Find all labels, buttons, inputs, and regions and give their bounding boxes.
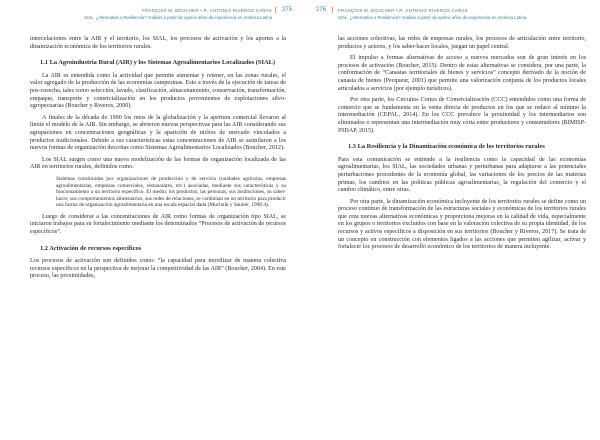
- paragraph: La AIR es entendida como la actividad que permite aumentar y retener, en las zonas rurales, el valor agregado de la producción de las economías campesinas. Esto a través de la ejecución de tareas de pos-cosecha, tales como selección, lavado, clasificación, almacenamiento, conservación, transformación, empaque, transporte y comercialización en los productos provenientes de explotaciones silvo-agropecuarias (Boucher y Riveros, 2000).: [30, 72, 286, 110]
- paragraph: Los procesos de activación son definidos como: “la capacidad para movilizar de manera colectiva recursos específicos en la perspectiva de mejorar la competitividad de las AIR” (Boucher, 2004). En este proceso, las proximidades,: [30, 258, 286, 280]
- paragraph: Para esta comunicación se entiende a la resiliencia como la capacidad de las economías agroalimentarias, los SIAL, las sociedades urbanas y periurbanas para adaptarse a las potenciales perturbaciones procedentes de la economía global, las variaciones de los precios de las materias primas, los cambios en las políticas públicas agroalimentarias, la regulación del comercio y el cambio climático, entre otras.: [338, 156, 586, 194]
- paragraph: Los SIAL surgen como una nueva modelización de las formas de organización localizada de las AIR en territorios rurales, definidos como:: [30, 156, 286, 171]
- paragraph: Por otra parte, la dinamización económica incluyente de los territorios rurales se define como un proceso continuo de transformación de las estructuras sociales y económicas de los territorios rurales que crea nuevas alternativas económicas y proporciona mejoras en la calidad de vida, especialmente en los grupos o territorios excluidos con base en la valoración colectiva de su propia identidad, de los recursos y activos específicos a disposición en sus territorios (Boucher y Riveros, 2017). Se trata de un concepto en construcción con elementos ligados a las acciones que permiten agilizar, activar y fortalecer los procesos de desarrollo económico de los territorios de manera incluyente.: [338, 198, 586, 251]
- paragraph: las acciones colectivas, las redes de empresas rurales, los procesos de articulación entre territorio, productos y actores, y los saber-hacer locales, juegan un papel central.: [338, 36, 586, 50]
- header-book-title: SIAL. ¿Alternativa o Resiliencia? Análisis a partir de quince años de experiencia en América Latina: [338, 15, 526, 20]
- page-header: [315, 0, 586, 36]
- paragraph: Luego de considerar a las concentraciones de AIR como formas de organización tipo SIAL, se iniciaron trabajos para su fortalecimiento mediante los denominados “Procesos de activación de recursos específicos”.: [30, 213, 286, 236]
- page-number: 276: [314, 7, 333, 13]
- section-heading: 1.3 La Resiliencia y la Dinamización económica de los territorios rurales: [348, 143, 545, 151]
- paragraph: A finales de la década de 1990 los retos de la globalización y la apertura comercial llevaron al límite el modelo de la AIR. Sin embargo, se abrieron nuevas perspectivas para las AIR considerando sus agrupaciones en concentraciones geográficas y la aparición de nichos de mercado vinculados a productos tradicionales. Debido a sus características estas concentraciones de AIR se asimilaron a los nuevos formas de organización descritas como Sistemas Agroalimentarios Localizados (Boucher, 2012).: [30, 114, 286, 152]
- header-book-title: SIAL. ¿Alternativa o Resiliencia? Análisis a partir de quince años de experiencia en América Latina: [84, 15, 272, 20]
- paragraph: Por otra parte, los Circuitos Cortos de Comercialización (CCC) entendidos como una forma de comercio que se fundamenta en la venta directa de productos en los que se reduce al mínimo la intermediación (CEPAL, 2014). En los CCC prevalece la proximidad y los intermediarios son eliminados o representan una intermediación muy corta entre productores y consumidores (RIMISP-INDAP, 2015).: [338, 97, 586, 134]
- paragraph: intercelaciones entre la AIR y el territorio, los SIAL, los procesos de activación y los aportes a la dinamización económica de los territorios rurales.: [30, 36, 286, 50]
- page-header: [30, 0, 292, 36]
- section-heading: 1.2 Activación de recursos específicos: [40, 244, 142, 252]
- paragraph: El impulso a formas alternativas de acceso a nuevos mercados son de gran interés en los procesos de activación (Boucher, 2015). Dentro de estas alternativas se considera, por una parte, la conformación de “Canastas territoriales de bienes y servicios” concepto derivado de la noción de canasta de bienes (Pecqueur, 2001) que permite una valorización conjunta de los productos locales articulados a servicios (por ejemplo turísticos).: [338, 55, 586, 92]
- right-page: [300, 0, 600, 440]
- page-number: 275: [275, 7, 294, 13]
- header-authors: FRANÇOIS M. BOUCHER • R. ANTONIO RIVEROS CAÑAS: [142, 8, 272, 13]
- header-authors: FRANÇOIS M. BOUCHER • R. ANTONIO RIVEROS CAÑAS: [338, 8, 468, 13]
- section-heading: 1.1 La Agroindustria Rural (AIR) y los Sistemas Agroalimentarios Localizados (SIAL): [40, 59, 275, 67]
- block-quote: Sistemas constituidos por organizaciones de producción y de servicio (unidades agrícolas, empresas agroalimentarias, empresas comerciales, restaurantes, etc.) asociadas, mediante sus características y su funcionamiento a un territorio específico. El medio, los productos, las personas, sus instituciones, su saber-hacer, sus comportamientos alimentarios, sus redes de relaciones, se combinan en un territorio para producir una forma de organización agroalimentaria en una escala espacial dada (Muchnik y Sautier, 1998:4).: [56, 175, 286, 209]
